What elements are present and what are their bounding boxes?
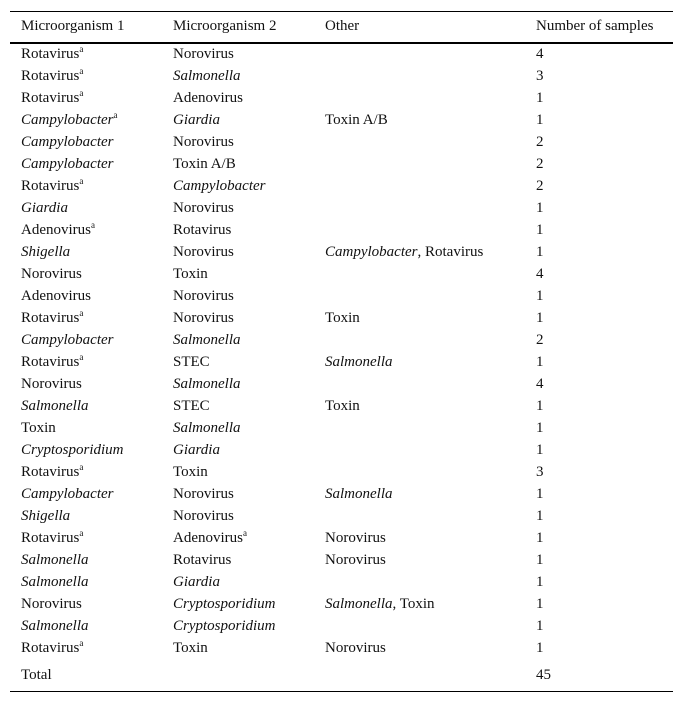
table-row — [10, 66, 673, 88]
cell-microorganism-1 — [10, 154, 162, 176]
microorganism-2-name: Toxin — [173, 464, 208, 480]
cell-other — [314, 352, 525, 374]
cell-microorganism-1 — [10, 286, 162, 308]
microorganism-1-name: Shigella — [21, 244, 71, 260]
cell-other — [314, 440, 525, 462]
cell-microorganism-1 — [10, 330, 162, 352]
footnote-mark: a — [79, 44, 84, 54]
cell-microorganism-2 — [162, 308, 314, 330]
cell-other — [314, 572, 525, 594]
header-other: Other — [325, 18, 360, 35]
cell-microorganism-2 — [162, 88, 314, 110]
microorganism-1-name: Rotavirus — [21, 310, 80, 326]
table-row — [10, 638, 673, 660]
cell-microorganism-2 — [162, 462, 314, 484]
cell-microorganism-2 — [162, 242, 314, 264]
other-organism-text: Toxin A/B — [325, 112, 388, 128]
microorganism-1-name: Rotavirus — [21, 640, 80, 656]
cell-number-of-samples: 1 — [536, 90, 544, 106]
cell-number-of-samples: 1 — [536, 222, 544, 238]
cell-microorganism-2 — [162, 352, 314, 374]
other-organism-text: Salmonella — [325, 486, 393, 502]
cell-number-of-samples: 2 — [536, 178, 544, 194]
cell-microorganism-2 — [162, 572, 314, 594]
microorganism-2-name: Norovirus — [173, 244, 234, 260]
coinfection-table-container — [10, 11, 673, 692]
cell-microorganism-1 — [10, 638, 162, 660]
other-organism-text: Toxin — [325, 310, 360, 326]
microorganism-1-name: Norovirus — [21, 376, 82, 392]
cell-other — [314, 242, 525, 264]
microorganism-1-name: Campylobacter — [21, 332, 114, 348]
footnote-mark: a — [243, 528, 247, 538]
other-organism-text: Toxin — [325, 398, 360, 414]
microorganism-2-name: Cryptosporidium — [173, 618, 276, 634]
cell-number-of-samples: 1 — [536, 530, 544, 546]
microorganism-1-name: Salmonella — [21, 618, 89, 634]
total-empty-cell — [314, 660, 525, 692]
cell-microorganism-2 — [162, 418, 314, 440]
footnote-mark: a — [79, 176, 84, 186]
microorganism-2-name: Toxin A/B — [173, 156, 236, 172]
cell-microorganism-2 — [162, 550, 314, 572]
microorganism-2-name: Giardia — [173, 112, 220, 128]
microorganism-2-name: Giardia — [173, 574, 220, 590]
total-row — [10, 660, 673, 692]
microorganism-2-name: Giardia — [173, 442, 220, 458]
microorganism-1-name: Adenovirus — [21, 288, 91, 304]
table-row — [10, 242, 673, 264]
cell-other — [314, 132, 525, 154]
cell-microorganism-2 — [162, 220, 314, 242]
cell-other — [314, 66, 525, 88]
cell-other — [314, 462, 525, 484]
table-row — [10, 418, 673, 440]
cell-number-of-samples: 2 — [536, 332, 544, 348]
microorganism-1-name: Salmonella — [21, 552, 89, 568]
header-microorganism-2: Microorganism 2 — [173, 18, 277, 35]
microorganism-1-name: Giardia — [21, 200, 68, 216]
cell-microorganism-2 — [162, 154, 314, 176]
cell-number-of-samples: 2 — [536, 134, 544, 150]
microorganism-2-name: Norovirus — [173, 310, 234, 326]
microorganism-2-name: Salmonella — [173, 420, 241, 436]
cell-microorganism-2 — [162, 286, 314, 308]
cell-microorganism-2 — [162, 264, 314, 286]
microorganism-1-name: Campylobacter — [21, 112, 114, 128]
microorganism-2-name: Salmonella — [173, 332, 241, 348]
cell-microorganism-1 — [10, 66, 162, 88]
table-row — [10, 286, 673, 308]
header-microorganism-1: Microorganism 1 — [21, 18, 125, 35]
microorganism-2-name: Norovirus — [173, 508, 234, 524]
cell-microorganism-2 — [162, 440, 314, 462]
footnote-mark: a — [79, 528, 84, 538]
other-organism-text: Campylobacter — [325, 244, 418, 260]
cell-other — [314, 154, 525, 176]
cell-other — [314, 43, 525, 66]
cell-number-of-samples: 1 — [536, 442, 544, 458]
table-row — [10, 154, 673, 176]
other-organism-text: Salmonella — [325, 596, 393, 612]
microorganism-1-name: Rotavirus — [21, 68, 80, 84]
cell-microorganism-2 — [162, 616, 314, 638]
microorganism-2-name: Norovirus — [173, 200, 234, 216]
cell-microorganism-1 — [10, 374, 162, 396]
cell-other — [314, 418, 525, 440]
table-row — [10, 550, 673, 572]
coinfection-table — [10, 11, 673, 692]
table-row — [10, 220, 673, 242]
cell-other — [314, 198, 525, 220]
cell-microorganism-1 — [10, 616, 162, 638]
cell-other — [314, 220, 525, 242]
cell-number-of-samples: 2 — [536, 156, 544, 172]
microorganism-1-name: Norovirus — [21, 266, 82, 282]
microorganism-1-name: Rotavirus — [21, 178, 80, 194]
other-organism-text: , Toxin — [392, 596, 435, 612]
microorganism-1-name: Salmonella — [21, 398, 89, 414]
footnote-mark: a — [79, 462, 84, 472]
microorganism-1-name: Adenovirus — [21, 222, 91, 238]
table-row — [10, 572, 673, 594]
cell-number-of-samples: 1 — [536, 244, 544, 260]
cell-number-of-samples: 1 — [536, 574, 544, 590]
table-row — [10, 528, 673, 550]
footnote-mark: a — [79, 66, 84, 76]
cell-number-of-samples: 1 — [536, 112, 544, 128]
cell-other — [314, 374, 525, 396]
table-row — [10, 374, 673, 396]
microorganism-2-name: Norovirus — [173, 486, 234, 502]
table-row — [10, 506, 673, 528]
header-number-of-samples: Number of samples — [536, 18, 654, 35]
microorganism-1-name: Rotavirus — [21, 354, 80, 370]
table-row — [10, 264, 673, 286]
cell-microorganism-2 — [162, 43, 314, 66]
cell-microorganism-1 — [10, 308, 162, 330]
microorganism-1-name: Cryptosporidium — [21, 442, 124, 458]
microorganism-2-name: Norovirus — [173, 134, 234, 150]
cell-number-of-samples: 4 — [536, 46, 544, 62]
microorganism-1-name: Toxin — [21, 420, 56, 436]
microorganism-2-name: Norovirus — [173, 46, 234, 62]
cell-microorganism-1 — [10, 242, 162, 264]
cell-number-of-samples: 1 — [536, 354, 544, 370]
microorganism-1-name: Rotavirus — [21, 530, 80, 546]
cell-microorganism-2 — [162, 374, 314, 396]
table-row — [10, 110, 673, 132]
cell-other — [314, 264, 525, 286]
cell-other — [314, 308, 525, 330]
microorganism-1-name: Rotavirus — [21, 90, 80, 106]
other-organism-text: Norovirus — [325, 640, 386, 656]
cell-other — [314, 550, 525, 572]
microorganism-2-name: STEC — [173, 354, 210, 370]
cell-microorganism-2 — [162, 110, 314, 132]
footnote-mark: a — [79, 638, 84, 648]
cell-microorganism-2 — [162, 176, 314, 198]
cell-number-of-samples: 1 — [536, 552, 544, 568]
microorganism-2-name: Campylobacter — [173, 178, 266, 194]
cell-microorganism-1 — [10, 528, 162, 550]
cell-number-of-samples: 4 — [536, 376, 544, 392]
cell-microorganism-2 — [162, 198, 314, 220]
cell-number-of-samples: 1 — [536, 508, 544, 524]
cell-other — [314, 286, 525, 308]
cell-microorganism-2 — [162, 594, 314, 616]
cell-microorganism-1 — [10, 440, 162, 462]
cell-microorganism-1 — [10, 43, 162, 66]
other-organism-text: Salmonella — [325, 354, 393, 370]
microorganism-2-name: Adenovirus — [173, 530, 243, 546]
cell-microorganism-2 — [162, 484, 314, 506]
other-organism-text: Norovirus — [325, 530, 386, 546]
microorganism-2-name: Rotavirus — [173, 552, 232, 568]
table-row — [10, 330, 673, 352]
cell-number-of-samples: 1 — [536, 310, 544, 326]
other-organism-text: , Rotavirus — [417, 244, 484, 260]
cell-other — [314, 594, 525, 616]
table-row — [10, 198, 673, 220]
other-organism-text: Norovirus — [325, 552, 386, 568]
cell-microorganism-1 — [10, 220, 162, 242]
cell-other — [314, 88, 525, 110]
table-row — [10, 594, 673, 616]
total-value: 45 — [536, 666, 551, 683]
microorganism-1-name: Campylobacter — [21, 156, 114, 172]
table-row — [10, 132, 673, 154]
microorganism-2-name: Adenovirus — [173, 90, 243, 106]
table-row — [10, 176, 673, 198]
table-footer — [10, 660, 673, 692]
cell-microorganism-1 — [10, 176, 162, 198]
cell-number-of-samples: 3 — [536, 464, 544, 480]
cell-number-of-samples: 1 — [536, 640, 544, 656]
cell-microorganism-2 — [162, 638, 314, 660]
microorganism-2-name: Rotavirus — [173, 222, 232, 238]
footnote-mark: a — [79, 308, 84, 318]
header-row — [10, 12, 673, 43]
table-row — [10, 616, 673, 638]
cell-microorganism-1 — [10, 418, 162, 440]
cell-microorganism-1 — [10, 132, 162, 154]
table-row — [10, 440, 673, 462]
table-row — [10, 43, 673, 66]
cell-microorganism-1 — [10, 462, 162, 484]
cell-microorganism-2 — [162, 330, 314, 352]
cell-number-of-samples: 1 — [536, 486, 544, 502]
cell-other — [314, 396, 525, 418]
cell-other — [314, 528, 525, 550]
footnote-mark: a — [113, 110, 118, 120]
cell-number-of-samples: 4 — [536, 266, 544, 282]
total-empty-cell — [162, 660, 314, 692]
table-row — [10, 88, 673, 110]
microorganism-2-name: Salmonella — [173, 376, 241, 392]
cell-microorganism-2 — [162, 396, 314, 418]
total-label: Total — [21, 666, 52, 683]
cell-other — [314, 506, 525, 528]
cell-other — [314, 330, 525, 352]
cell-microorganism-1 — [10, 198, 162, 220]
microorganism-2-name: Toxin — [173, 640, 208, 656]
table-row — [10, 352, 673, 374]
cell-number-of-samples: 1 — [536, 200, 544, 216]
table-body — [10, 43, 673, 660]
cell-microorganism-1 — [10, 594, 162, 616]
microorganism-1-name: Campylobacter — [21, 134, 114, 150]
table-header — [10, 12, 673, 43]
table-row — [10, 308, 673, 330]
cell-microorganism-2 — [162, 66, 314, 88]
microorganism-1-name: Rotavirus — [21, 464, 80, 480]
cell-number-of-samples: 1 — [536, 618, 544, 634]
cell-other — [314, 484, 525, 506]
cell-microorganism-1 — [10, 88, 162, 110]
microorganism-2-name: Salmonella — [173, 68, 241, 84]
microorganism-2-name: Cryptosporidium — [173, 596, 276, 612]
cell-other — [314, 616, 525, 638]
cell-number-of-samples: 1 — [536, 398, 544, 414]
cell-microorganism-1 — [10, 550, 162, 572]
table-row — [10, 396, 673, 418]
cell-microorganism-1 — [10, 506, 162, 528]
table-row — [10, 462, 673, 484]
microorganism-2-name: Toxin — [173, 266, 208, 282]
cell-microorganism-2 — [162, 132, 314, 154]
table-row — [10, 484, 673, 506]
cell-microorganism-1 — [10, 396, 162, 418]
cell-number-of-samples: 1 — [536, 288, 544, 304]
cell-other — [314, 176, 525, 198]
cell-microorganism-1 — [10, 264, 162, 286]
microorganism-2-name: STEC — [173, 398, 210, 414]
cell-microorganism-1 — [10, 572, 162, 594]
cell-microorganism-2 — [162, 528, 314, 550]
microorganism-1-name: Rotavirus — [21, 46, 80, 62]
cell-number-of-samples: 1 — [536, 596, 544, 612]
cell-other — [314, 638, 525, 660]
cell-other — [314, 110, 525, 132]
cell-number-of-samples: 1 — [536, 420, 544, 436]
cell-microorganism-1 — [10, 110, 162, 132]
footnote-mark: a — [91, 220, 95, 230]
microorganism-1-name: Salmonella — [21, 574, 89, 590]
footnote-mark: a — [79, 88, 84, 98]
cell-microorganism-1 — [10, 352, 162, 374]
footnote-mark: a — [79, 352, 84, 362]
cell-microorganism-2 — [162, 506, 314, 528]
microorganism-2-name: Norovirus — [173, 288, 234, 304]
microorganism-1-name: Shigella — [21, 508, 71, 524]
microorganism-1-name: Campylobacter — [21, 486, 114, 502]
microorganism-1-name: Norovirus — [21, 596, 82, 612]
cell-number-of-samples: 3 — [536, 68, 544, 84]
cell-microorganism-1 — [10, 484, 162, 506]
